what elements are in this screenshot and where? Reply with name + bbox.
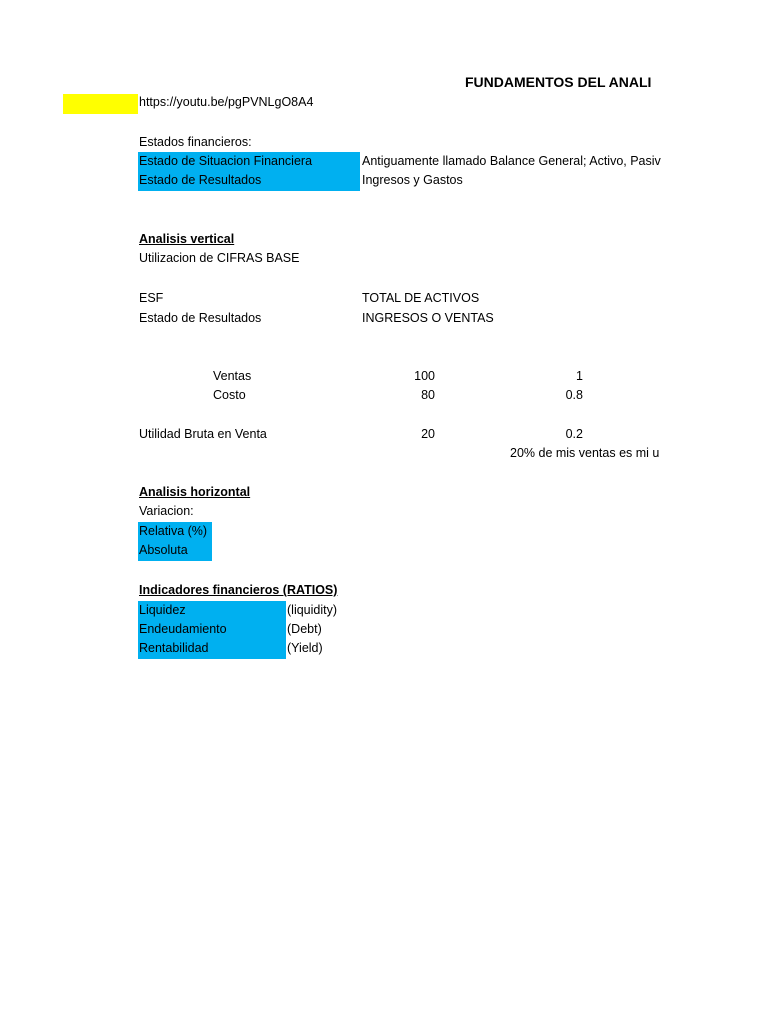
row-label-costo: Costo — [213, 388, 246, 402]
page-title: FUNDAMENTOS DEL ANALI — [465, 74, 652, 90]
ratios-heading: Indicadores financieros (RATIOS) — [139, 583, 338, 597]
ratio-label-liquidez: Liquidez — [139, 603, 186, 617]
row-amount-utilidad: 20 — [421, 427, 435, 441]
horizontal-heading: Analisis horizontal — [139, 485, 251, 499]
yellow-highlight-cell — [63, 94, 138, 114]
variacion-label: Variacion: — [139, 504, 194, 518]
base-value-esf: TOTAL DE ACTIVOS — [362, 291, 480, 305]
estados-heading: Estados financieros: — [139, 135, 252, 149]
vertical-heading: Analisis vertical — [139, 232, 235, 246]
ratio-english-yield: (Yield) — [287, 641, 323, 655]
row-label-ventas: Ventas — [213, 369, 252, 383]
variacion-relativa: Relativa (%) — [139, 524, 208, 538]
row-amount-costo: 80 — [421, 388, 435, 402]
base-label-esf: ESF — [139, 291, 164, 305]
ratio-label-rentabilidad: Rentabilidad — [139, 641, 209, 655]
row-ratio-ventas: 1 — [576, 369, 583, 383]
estado-desc-esf: Antiguamente llamado Balance General; Activo, Pasiv — [362, 154, 661, 168]
utilidad-note: 20% de mis ventas es mi u — [510, 446, 660, 460]
ratio-label-endeudamiento: Endeudamiento — [139, 622, 227, 636]
row-label-utilidad: Utilidad Bruta en Venta — [139, 427, 267, 441]
ratio-english-liquidity: (liquidity) — [287, 603, 338, 617]
estado-label-esf: Estado de Situacion Financiera — [139, 154, 313, 168]
youtube-link[interactable]: https://youtu.be/pgPVNLgO8A4 — [139, 95, 314, 109]
vertical-subtitle: Utilizacion de CIFRAS BASE — [139, 251, 300, 265]
row-ratio-costo: 0.8 — [565, 388, 583, 402]
estado-desc-resultados: Ingresos y Gastos — [362, 173, 463, 187]
base-label-resultados: Estado de Resultados — [139, 311, 262, 325]
ratio-english-debt: (Debt) — [287, 622, 322, 636]
row-amount-ventas: 100 — [414, 369, 435, 383]
row-ratio-utilidad: 0.2 — [565, 427, 583, 441]
estado-label-resultados: Estado de Resultados — [139, 173, 262, 187]
base-value-resultados: INGRESOS O VENTAS — [362, 311, 494, 325]
variacion-absoluta: Absoluta — [139, 543, 188, 557]
